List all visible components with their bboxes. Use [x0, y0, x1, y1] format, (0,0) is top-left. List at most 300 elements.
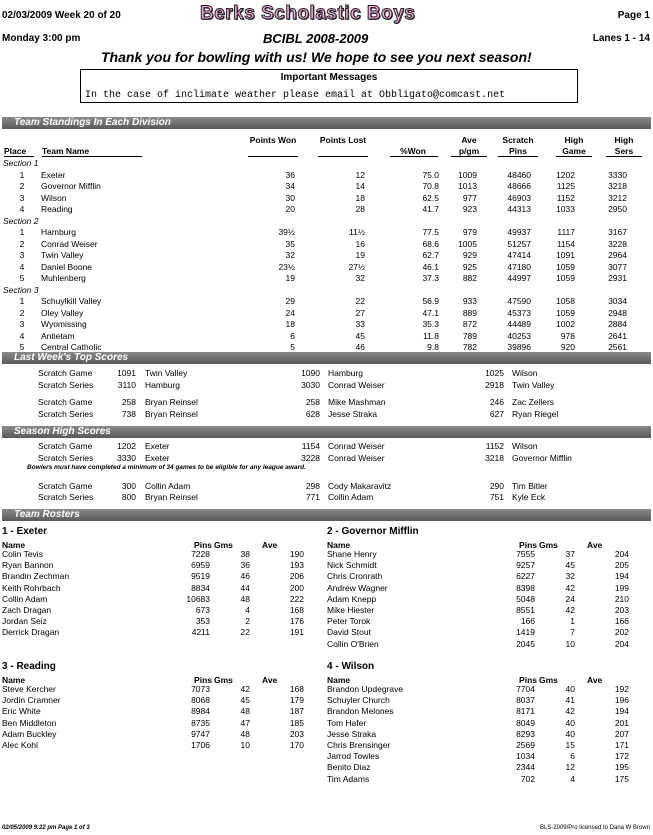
roster-cell: 8068 [191, 695, 210, 706]
roster-cell: 4211 [191, 627, 210, 638]
standings-cell: 35.3 [422, 319, 439, 329]
score-cell: Twin Valley [512, 380, 555, 390]
roster-cell: 176 [289, 616, 304, 627]
roster-row [2, 583, 304, 594]
section-row [3, 285, 648, 297]
standings-table [3, 158, 648, 354]
roster-cell: Tom Hafer [327, 717, 367, 728]
standings-cell: Hamburg [41, 227, 76, 237]
roster-cell: 196 [614, 695, 629, 706]
standings-cell: Exeter [41, 169, 66, 180]
standings-col-header: Points Won [249, 135, 297, 145]
standings-cell: 6 [290, 330, 295, 341]
roster-cell: 8834 [191, 582, 210, 593]
score-cell: Tim Bitler [512, 481, 548, 491]
eligibility-note: Bowlers must have completed a minimum of 34 games to be eligible for any league award. [27, 464, 306, 471]
roster-cell: 7555 [516, 549, 535, 559]
team-title: 3 - Reading [2, 661, 56, 672]
section-row [3, 216, 648, 228]
standings-cell: 34 [285, 181, 295, 191]
roster-cell: 42 [565, 706, 575, 717]
roster-cell: 192 [614, 684, 629, 694]
footer-left: 02/05/2009 9:22 pm Page 1 of 3 [2, 825, 90, 831]
roster-cell: Collin O'Brien [327, 638, 379, 649]
standings-cell: Twin Valley [41, 250, 84, 260]
roster-cell: 7 [570, 627, 575, 638]
roster-cell: Ryan Bannon [2, 560, 54, 571]
roster-cell: Adam Buckley [2, 728, 57, 739]
roster-col-header: Name [2, 675, 26, 685]
roster-cell: 10683 [186, 593, 210, 604]
standings-cell: 47.1 [422, 307, 439, 318]
roster-cell: Derrick Dragan [2, 627, 60, 638]
standings-band: Team Standings In Each Division [2, 117, 651, 129]
score-cell: 800 [121, 492, 136, 502]
roster-col-header: Name [327, 540, 351, 550]
roster-cell: 2569 [516, 740, 535, 751]
roster-cell: 7704 [516, 684, 535, 694]
roster-cell: 45 [565, 560, 575, 571]
roster-cell: 4 [570, 773, 575, 784]
roster-row [327, 549, 629, 560]
roster-row [327, 706, 629, 717]
roster-cell: Eric White [2, 706, 41, 717]
header-underline [42, 156, 142, 157]
standings-cell: 48460 [507, 169, 531, 180]
standings-cell: 44997 [507, 273, 531, 283]
roster-cell: 353 [195, 616, 210, 627]
roster-row [327, 762, 629, 773]
standings-cell: 1 [19, 227, 25, 237]
standings-cell: 5 [19, 342, 25, 352]
roster-cell: Jordan Seiz [2, 616, 47, 627]
roster-cell: 185 [289, 717, 304, 728]
score-cell: Governor Mifflin [512, 453, 572, 463]
roster-cell: 1 [570, 616, 575, 627]
standings-cell: 1202 [556, 169, 575, 180]
standings-cell: 20 [285, 204, 295, 214]
roster-cell: 32 [565, 571, 575, 582]
standings-cell: 12 [355, 169, 365, 180]
section-label: Section 2 [3, 215, 39, 226]
roster-cell: Zach Dragan [2, 605, 52, 616]
roster-col-header: Pins [519, 540, 537, 550]
roster-col-header: Gms [539, 540, 558, 550]
score-cell: 258 [305, 397, 320, 407]
roster-cell: 199 [614, 582, 629, 593]
roster-cell: 8398 [516, 582, 535, 593]
score-cell: Zac Zellers [512, 397, 555, 407]
standings-cell: 929 [462, 250, 477, 260]
messages-text: In the case of inclimate weather please email at Obbligato@comcast.net [85, 90, 506, 101]
standings-cell: 45373 [507, 307, 531, 318]
roster-cell: Colin Tevis [2, 549, 43, 559]
standings-cell: 22 [355, 296, 365, 306]
score-cell: Scratch Game [38, 481, 93, 491]
roster-cell: 195 [614, 762, 629, 773]
roster-cell: Schuyler Church [327, 695, 390, 706]
roster-row [327, 560, 629, 571]
roster-col-header: Gms [214, 540, 233, 550]
standings-row [3, 331, 648, 343]
standings-cell: 24 [285, 307, 295, 318]
standings-cell: 29 [285, 296, 295, 306]
standings-cell: 46.1 [422, 261, 439, 272]
roster-cell: Jordin Cramner [2, 695, 61, 706]
standings-cell: 2 [19, 181, 25, 191]
standings-cell: 51257 [507, 238, 531, 249]
standings-cell: 5 [19, 273, 25, 283]
standings-cell: 3034 [608, 296, 627, 306]
roster-row [327, 605, 629, 616]
roster-cell: Brandon Updegrave [327, 684, 404, 694]
standings-cell: 1059 [556, 307, 575, 318]
score-cell: Bryan Reinsel [145, 397, 198, 407]
header-underline [606, 156, 642, 157]
standings-cell: 2 [19, 238, 25, 249]
standings-cell: 47414 [507, 250, 531, 260]
standings-cell: 18 [285, 319, 295, 329]
section-label: Section 3 [3, 284, 39, 295]
roster-cell: Chris Brensinger [327, 740, 391, 751]
standings-row [3, 273, 648, 285]
standings-row [3, 181, 648, 193]
score-cell: Hamburg [328, 368, 363, 378]
roster-cell: 171 [614, 740, 629, 751]
standings-row [3, 227, 648, 239]
standings-cell: 4 [19, 204, 25, 214]
roster-row [2, 616, 304, 627]
score-cell: 300 [121, 481, 136, 491]
standings-cell: 1009 [458, 169, 477, 180]
standings-cell: 1033 [556, 204, 575, 214]
score-cell: 771 [305, 492, 320, 502]
score-cell: Conrad Weiser [328, 453, 385, 463]
standings-cell: Governor Mifflin [41, 181, 101, 191]
standings-cell: 32 [285, 250, 295, 260]
roster-cell: 47 [240, 717, 250, 728]
roster-cell: 40 [565, 728, 575, 739]
score-cell: Collin Adam [145, 481, 191, 491]
standings-cell: 28 [355, 204, 365, 214]
header-underline [556, 156, 592, 157]
roster-table [327, 549, 629, 650]
standings-cell: 1005 [458, 238, 477, 249]
standings-cell: 3218 [608, 181, 627, 191]
standings-row [3, 262, 648, 274]
score-cell: 1154 [301, 441, 320, 451]
spacer-cell [627, 181, 648, 193]
roster-table [2, 549, 304, 639]
roster-cell: 8551 [516, 605, 535, 616]
roster-row [327, 627, 629, 638]
standings-cell: 30 [285, 192, 295, 203]
score-cell: Wilson [512, 441, 538, 451]
header-underline [248, 156, 298, 157]
roster-cell: 203 [289, 728, 304, 739]
last-week-band: Last Week's Top Scores [2, 352, 651, 364]
standings-cell: Wyomissing [41, 319, 87, 329]
score-cell: Ryan Riegel [512, 409, 559, 419]
roster-col-header: Name [2, 540, 26, 550]
spacer-cell [627, 227, 648, 239]
standings-col-header: Points Lost [319, 135, 367, 145]
score-cell: 751 [489, 492, 504, 502]
roster-row [327, 616, 629, 627]
standings-cell: 3 [19, 192, 25, 203]
roster-col-header: Ave [262, 675, 278, 685]
standings-col-header: %Won [400, 146, 426, 156]
standings-cell: 47180 [507, 261, 531, 272]
standings-cell: 44313 [507, 204, 531, 214]
roster-cell: 202 [614, 627, 629, 638]
standings-cell: 1117 [557, 227, 575, 237]
standings-cell: 4 [19, 330, 25, 341]
roster-col-header: Pins [194, 675, 212, 685]
standings-cell: 62.7 [422, 250, 439, 260]
roster-cell: Shane Henry [327, 549, 377, 559]
roster-cell: 1419 [516, 627, 535, 638]
roster-cell: 45 [240, 695, 250, 706]
roster-cell: 42 [565, 582, 575, 593]
roster-cell: 15 [565, 740, 575, 751]
score-cell: 3218 [485, 453, 504, 463]
score-cell: Bryan Reinsel [145, 409, 198, 419]
roster-table [2, 684, 304, 751]
roster-cell: 37 [565, 549, 575, 559]
standings-cell: 46 [355, 342, 365, 352]
roster-cell: 200 [289, 582, 304, 593]
roster-col-header: Gms [214, 675, 233, 685]
section-label: Section 1 [3, 158, 39, 168]
score-cell: 246 [489, 397, 504, 407]
score-cell: Mike Mashman [328, 397, 386, 407]
roster-cell: 9747 [191, 728, 210, 739]
standings-cell: 49937 [507, 227, 531, 237]
messages-box [80, 69, 578, 103]
standings-cell: 77.5 [422, 227, 439, 237]
score-cell: Twin Valley [145, 368, 188, 378]
roster-row [2, 729, 304, 740]
standings-cell: 16 [355, 238, 365, 249]
roster-col-header: Name [327, 675, 351, 685]
standings-cell: 18 [355, 192, 365, 203]
standings-cell: 789 [462, 330, 477, 341]
score-cell: Bryan Reinsel [145, 492, 198, 502]
roster-cell: 48 [240, 593, 250, 604]
standings-cell: 1091 [556, 250, 575, 260]
standings-cell: Reading [41, 204, 73, 214]
standings-cell: 1002 [556, 319, 575, 329]
standings-cell: 2641 [608, 330, 627, 341]
messages-title: Important Messages [280, 72, 378, 83]
standings-cell: 70.8 [422, 181, 439, 191]
spacer-cell [627, 193, 648, 205]
roster-cell: 6227 [516, 571, 535, 582]
standings-cell: 46903 [507, 192, 531, 203]
roster-cell: 7228 [191, 549, 210, 559]
roster-cell: 203 [614, 605, 629, 616]
standings-cell: 979 [462, 227, 477, 237]
standings-cell: 62.5 [422, 192, 439, 203]
roster-cell: 22 [240, 627, 250, 638]
roster-cell: 10 [240, 740, 250, 751]
roster-cell: 191 [289, 627, 304, 638]
standings-cell: 889 [462, 307, 477, 318]
roster-cell: 44 [240, 582, 250, 593]
standings-cell: 41.7 [422, 204, 439, 214]
standings-cell: 47590 [507, 296, 531, 306]
score-cell: Cody Makaravitz [328, 481, 392, 491]
standings-cell: 14 [355, 181, 365, 191]
roster-cell: 166 [520, 616, 535, 627]
roster-cell: 179 [289, 695, 304, 706]
roster-cell: 9257 [516, 560, 535, 571]
roster-col-header: Ave [262, 540, 278, 550]
standings-row [3, 250, 648, 262]
standings-cell: 2561 [608, 342, 627, 352]
standings-cell: 37.3 [422, 273, 439, 283]
roster-col-header: Ave [587, 675, 603, 685]
standings-cell: 1013 [458, 181, 477, 191]
roster-row [2, 549, 304, 560]
standings-cell: 923 [462, 204, 477, 214]
date-week: 02/03/2009 Week 20 of 20 [2, 10, 121, 21]
footer-right: BLS-2009/Pro licensed to Dana W Brown [539, 825, 650, 831]
roster-row [327, 571, 629, 582]
roster-cell: 673 [195, 605, 210, 616]
spacer-cell [627, 204, 648, 216]
standings-cell: 68.6 [422, 238, 439, 249]
roster-cell: 10 [565, 638, 575, 649]
spacer-cell [627, 170, 648, 182]
standings-cell: 3212 [608, 192, 627, 203]
roster-row [327, 594, 629, 605]
score-cell: 298 [305, 481, 320, 491]
roster-cell: 8171 [516, 706, 535, 717]
rosters-band: Team Rosters [2, 509, 651, 521]
score-cell: 1025 [485, 368, 504, 378]
roster-cell: 168 [289, 684, 304, 694]
roster-cell: 175 [614, 773, 629, 784]
standings-row [3, 296, 648, 308]
roster-col-header: Ave [587, 540, 603, 550]
score-cell: 3228 [301, 453, 320, 463]
standings-row [3, 239, 648, 251]
score-cell: 258 [121, 397, 136, 407]
spacer-cell [627, 308, 648, 320]
standings-col-header: High Sers [614, 135, 634, 156]
roster-row [327, 740, 629, 751]
roster-col-header: Gms [539, 675, 558, 685]
spacer-cell [627, 273, 648, 285]
standings-row [3, 193, 648, 205]
roster-cell: Brandon Melones [327, 706, 394, 717]
roster-col-header: Pins [519, 675, 537, 685]
roster-cell: 1034 [516, 751, 535, 762]
roster-cell: 9519 [191, 571, 210, 582]
roster-cell: 2344 [516, 762, 535, 773]
roster-row [327, 729, 629, 740]
roster-cell: 168 [289, 605, 304, 616]
standings-row [3, 204, 648, 216]
standings-col-header: Ave p/gm [458, 135, 480, 156]
standings-cell: 45 [355, 330, 365, 341]
roster-row [2, 594, 304, 605]
standings-cell: Conrad Weiser [41, 238, 98, 249]
roster-cell: 170 [289, 740, 304, 751]
roster-cell: Mike Hiester [327, 605, 375, 616]
roster-cell: 40 [565, 684, 575, 694]
league-name: BCIBL 2008-2009 [263, 31, 369, 46]
standings-cell: 3228 [608, 238, 627, 249]
standings-cell: 5 [290, 342, 295, 352]
roster-row [2, 605, 304, 616]
standings-cell: Antietam [41, 330, 75, 341]
standings-cell: 19 [285, 273, 295, 283]
standings-cell: 1 [19, 296, 25, 306]
roster-cell: 4 [245, 605, 250, 616]
roster-cell: 38 [240, 549, 250, 559]
score-cell: Scratch Series [38, 492, 94, 502]
standings-cell: 44489 [507, 319, 531, 329]
score-cell: Conrad Weiser [328, 380, 385, 390]
roster-cell: 222 [289, 593, 304, 604]
roster-row [327, 639, 629, 650]
standings-cell: 33 [355, 319, 365, 329]
roster-row [327, 583, 629, 594]
score-cell: Scratch Game [38, 441, 93, 451]
lanes: Lanes 1 - 14 [592, 33, 650, 44]
standings-cell: 3330 [608, 169, 627, 180]
header-underline [498, 156, 538, 157]
standings-cell: 1058 [556, 296, 575, 306]
score-cell: 2918 [485, 380, 504, 390]
roster-cell: Jesse Straka [327, 728, 377, 739]
spacer-cell [627, 262, 648, 274]
spacer-cell [627, 319, 648, 331]
roster-cell: Collin Adam [2, 593, 48, 604]
standings-cell: 3 [19, 319, 25, 329]
roster-cell: 48 [240, 706, 250, 717]
roster-cell: 42 [565, 605, 575, 616]
team-title: 4 - Wilson [327, 661, 375, 672]
day-time: Monday 3:00 pm [2, 33, 81, 44]
roster-cell: Chris Cronrath [327, 571, 383, 582]
page-number: Page 1 [617, 10, 650, 21]
roster-cell: 40 [565, 717, 575, 728]
roster-cell: 8037 [516, 695, 535, 706]
score-cell: Wilson [512, 368, 538, 378]
thanks-message: Thank you for bowling with us! We hope to see you next season! [101, 49, 532, 65]
standings-cell: 977 [462, 192, 477, 203]
standings-cell: 48666 [507, 181, 531, 191]
score-cell: 3330 [117, 453, 136, 463]
header-underline [318, 156, 368, 157]
roster-cell: 7073 [191, 684, 210, 694]
roster-cell: 41 [565, 695, 575, 706]
roster-row [327, 718, 629, 729]
standings-cell: 1152 [556, 192, 575, 203]
standings-cell: Daniel Boone [41, 261, 93, 272]
roster-cell: 8735 [191, 717, 210, 728]
roster-cell: 24 [565, 593, 575, 604]
score-cell: 1152 [485, 441, 504, 451]
roster-cell: 2 [245, 616, 250, 627]
standings-cell: 2948 [608, 307, 627, 318]
roster-cell: 206 [289, 571, 304, 582]
standings-row [3, 319, 648, 331]
